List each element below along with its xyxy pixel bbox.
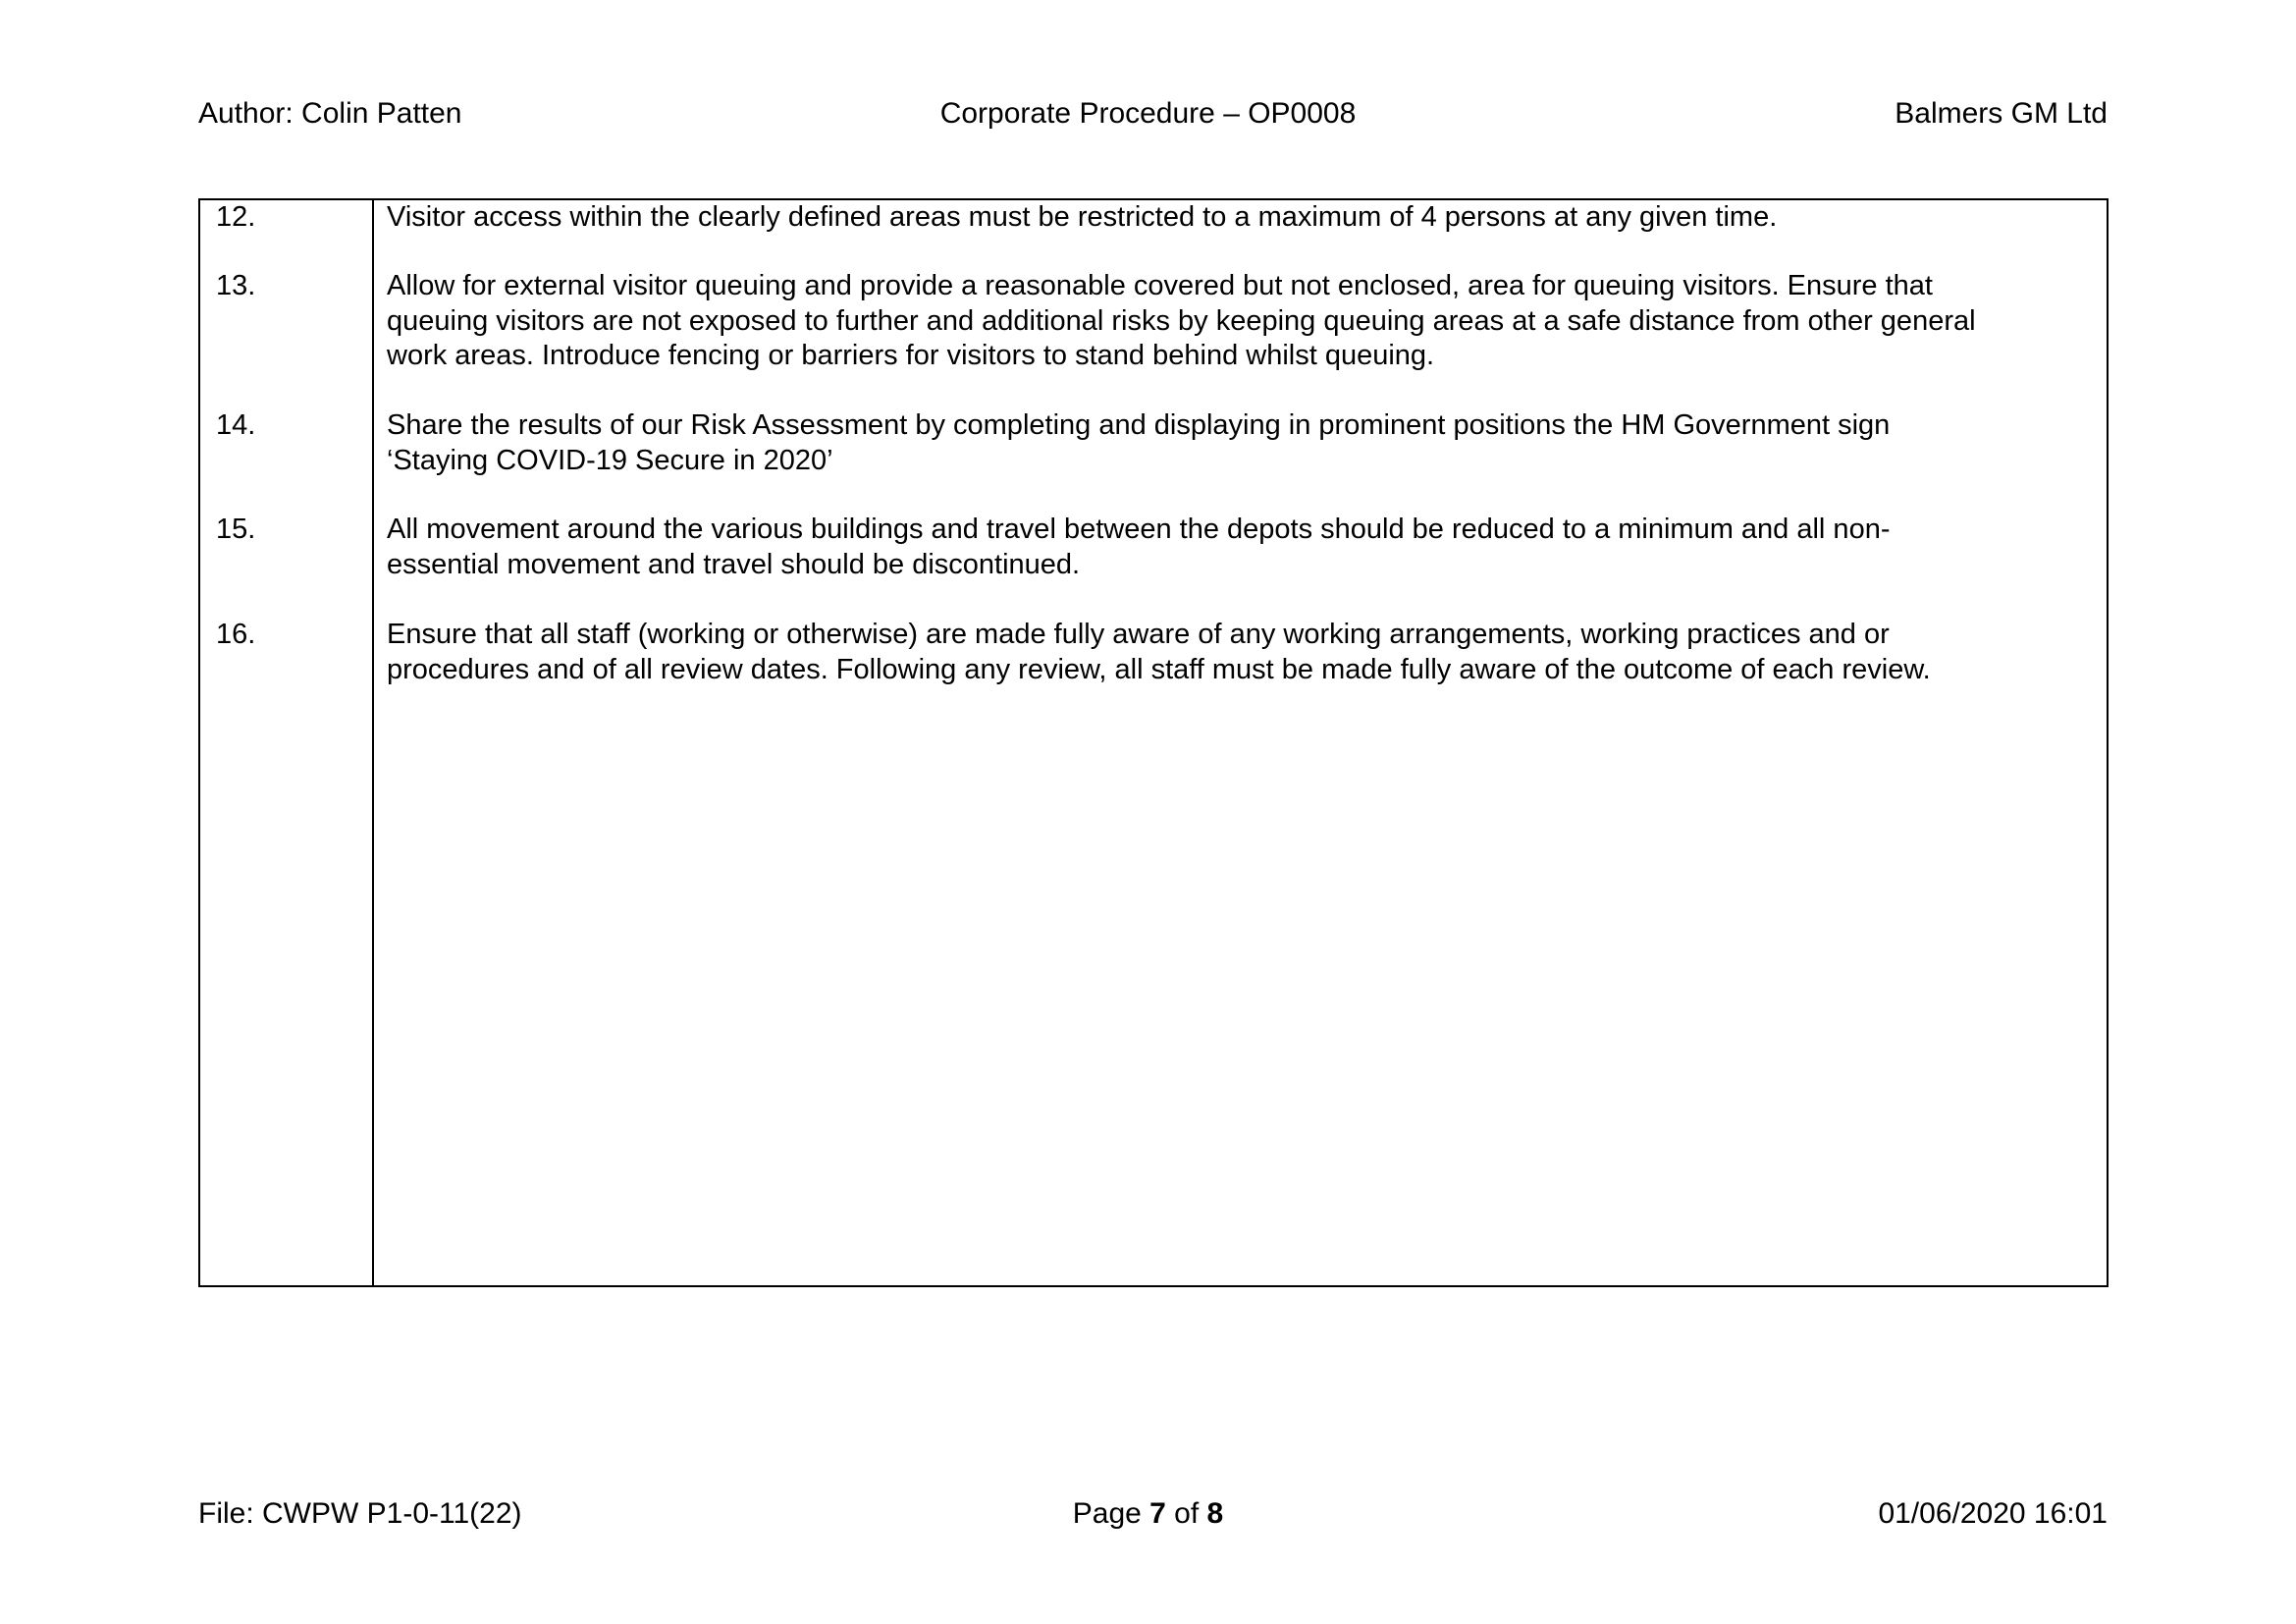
item-text-line: Allow for external visitor queuing and provide a reasonable covered but not enclosed, area for queuing visitors. Ensure that xyxy=(387,270,1933,301)
item-text xyxy=(387,513,2075,582)
item-text-line: work areas. Introduce fencing or barriers for visitors to stand behind whilst queuing. xyxy=(387,340,1435,371)
header-company: Balmers GM Ltd xyxy=(1895,97,2108,130)
page-total: 8 xyxy=(1206,1497,1224,1530)
item-number: 12. xyxy=(216,201,256,233)
item-text-line: Visitor access within the clearly defined areas must be restricted to a maximum of 4 persons at any given time. xyxy=(387,201,1778,233)
page-prefix: Page xyxy=(1072,1497,1150,1530)
page-current: 7 xyxy=(1149,1497,1166,1530)
item-number: 16. xyxy=(216,619,256,650)
item-text xyxy=(387,269,2075,374)
header-author: Author: Colin Patten xyxy=(198,97,462,130)
item-text-line: procedures and of all review dates. Following any review, all staff must be made fully aware of the outcome of each review. xyxy=(387,653,1931,685)
header-document-title: Corporate Procedure – OP0008 xyxy=(939,97,1357,130)
item-text xyxy=(387,618,2075,687)
item-text xyxy=(387,200,2075,236)
footer-file-reference: File: CWPW P1-0-11(22) xyxy=(198,1497,522,1530)
column-divider xyxy=(372,200,374,1285)
procedure-table xyxy=(198,198,2109,1287)
item-text-line: Share the results of our Risk Assessment by completing and displaying in prominent positions the HM Government sign xyxy=(387,409,1891,441)
item-text-line: queuing visitors are not exposed to further and additional risks by keeping queuing areas at a safe distance from other general xyxy=(387,304,1976,337)
footer-datetime: 01/06/2020 16:01 xyxy=(1878,1497,2108,1530)
item-text-line: Ensure that all staff (working or otherwise) are made fully aware of any working arrangements, working practices and or xyxy=(387,619,1890,650)
item-text xyxy=(387,408,2075,478)
page-of: of xyxy=(1165,1497,1207,1530)
item-text-line: ‘Staying COVID-19 Secure in 2020’ xyxy=(387,444,833,476)
item-number: 14. xyxy=(216,409,256,441)
item-number: 15. xyxy=(216,514,256,545)
item-text-line: All movement around the various buildings and travel between the depots should be reduced to a minimum and all non- xyxy=(387,514,1891,545)
item-number: 13. xyxy=(216,270,256,301)
item-text-line: essential movement and travel should be discontinued. xyxy=(387,548,1081,580)
